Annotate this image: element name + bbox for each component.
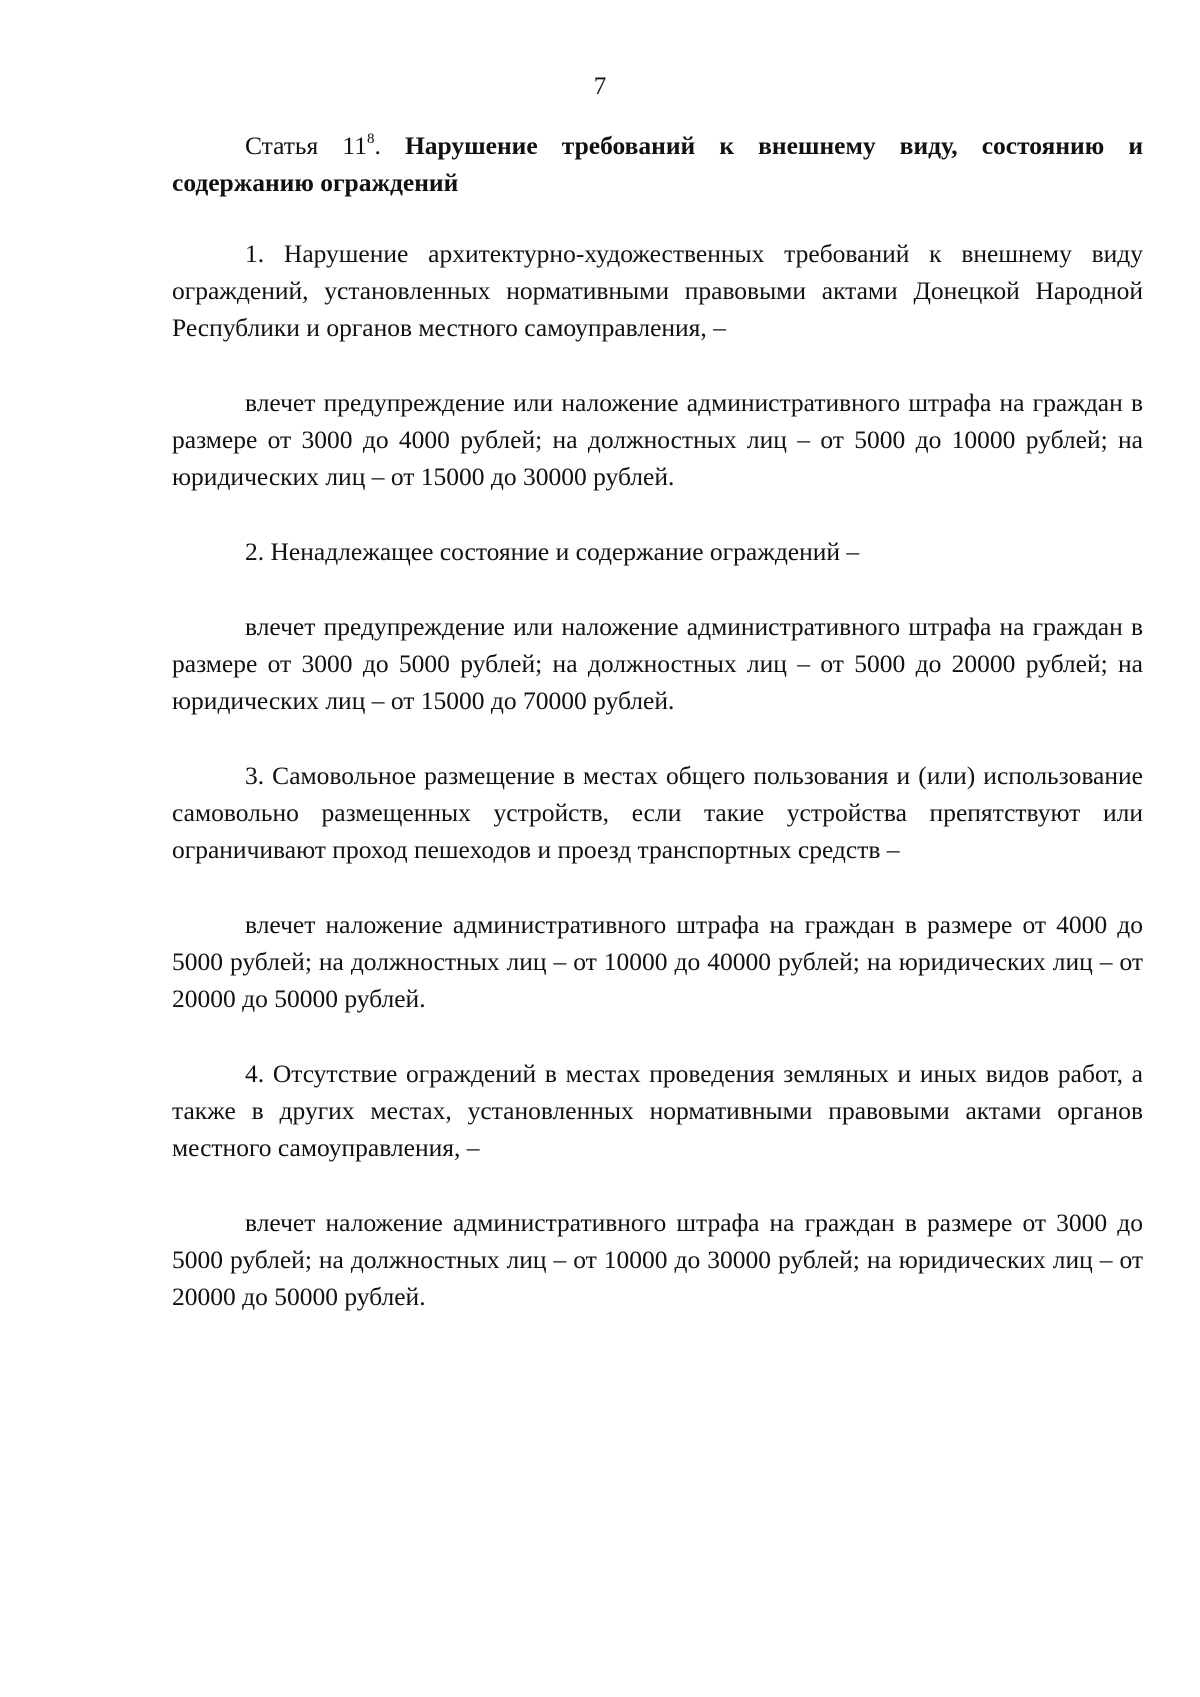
paragraph-3-violation: 3. Самовольное размещение в местах общего пользования и (или) использование самовольно размещенных устройств, если такие устройства препятствуют или ограничивают проход пешеходов и проезд транспортных средств – <box>172 761 1143 864</box>
article-label-prefix: Статья 11 <box>245 131 367 160</box>
article-label <box>245 131 405 160</box>
paragraph-4-violation: 4. Отсутствие ограждений в местах проведения земляных и иных видов работ, а также в других местах, установленных нормативными правовыми актами органов местного самоуправления, – <box>172 1059 1143 1162</box>
paragraph-1-violation: 1. Нарушение архитектурно-художественных требований к внешнему виду ограждений, установленных нормативными правовыми актами Донецкой Народной Республики и органов местного самоуправления, – <box>172 239 1143 342</box>
document-body <box>172 127 1143 1353</box>
article-title: Нарушение требований к внешнему виду, состоянию и содержанию ограждений <box>172 131 1144 197</box>
paragraph-1-penalty: влечет предупреждение или наложение административного штрафа на граждан в размере от 3000 до 4000 рублей; на должностных лиц – от 5000 до 10000 рублей; на юридических лиц – от 15000 до 30000 рублей. <box>172 388 1143 491</box>
paragraph-4-penalty: влечет наложение административного штрафа на граждан в размере от 3000 до 5000 рублей; на должностных лиц – от 10000 до 30000 рублей; на юридических лиц – от 20000 до 50000 рублей. <box>172 1208 1143 1311</box>
paragraph-2-violation: 2. Ненадлежащее состояние и содержание ограждений – <box>245 537 860 566</box>
paragraph-3-penalty: влечет наложение административного штрафа на граждан в размере от 4000 до 5000 рублей; на должностных лиц – от 10000 до 40000 рублей; на юридических лиц – от 20000 до 50000 рублей. <box>172 910 1143 1013</box>
paragraph-2-penalty: влечет предупреждение или наложение административного штрафа на граждан в размере от 3000 до 5000 рублей; на должностных лиц – от 5000 до 20000 рублей; на юридических лиц – от 15000 до 70000 рублей. <box>172 612 1143 715</box>
article-label-superscript: 8 <box>366 130 375 147</box>
article-heading <box>172 127 1143 201</box>
article-label-suffix: . <box>374 131 405 160</box>
page-number: 7 <box>593 73 607 100</box>
